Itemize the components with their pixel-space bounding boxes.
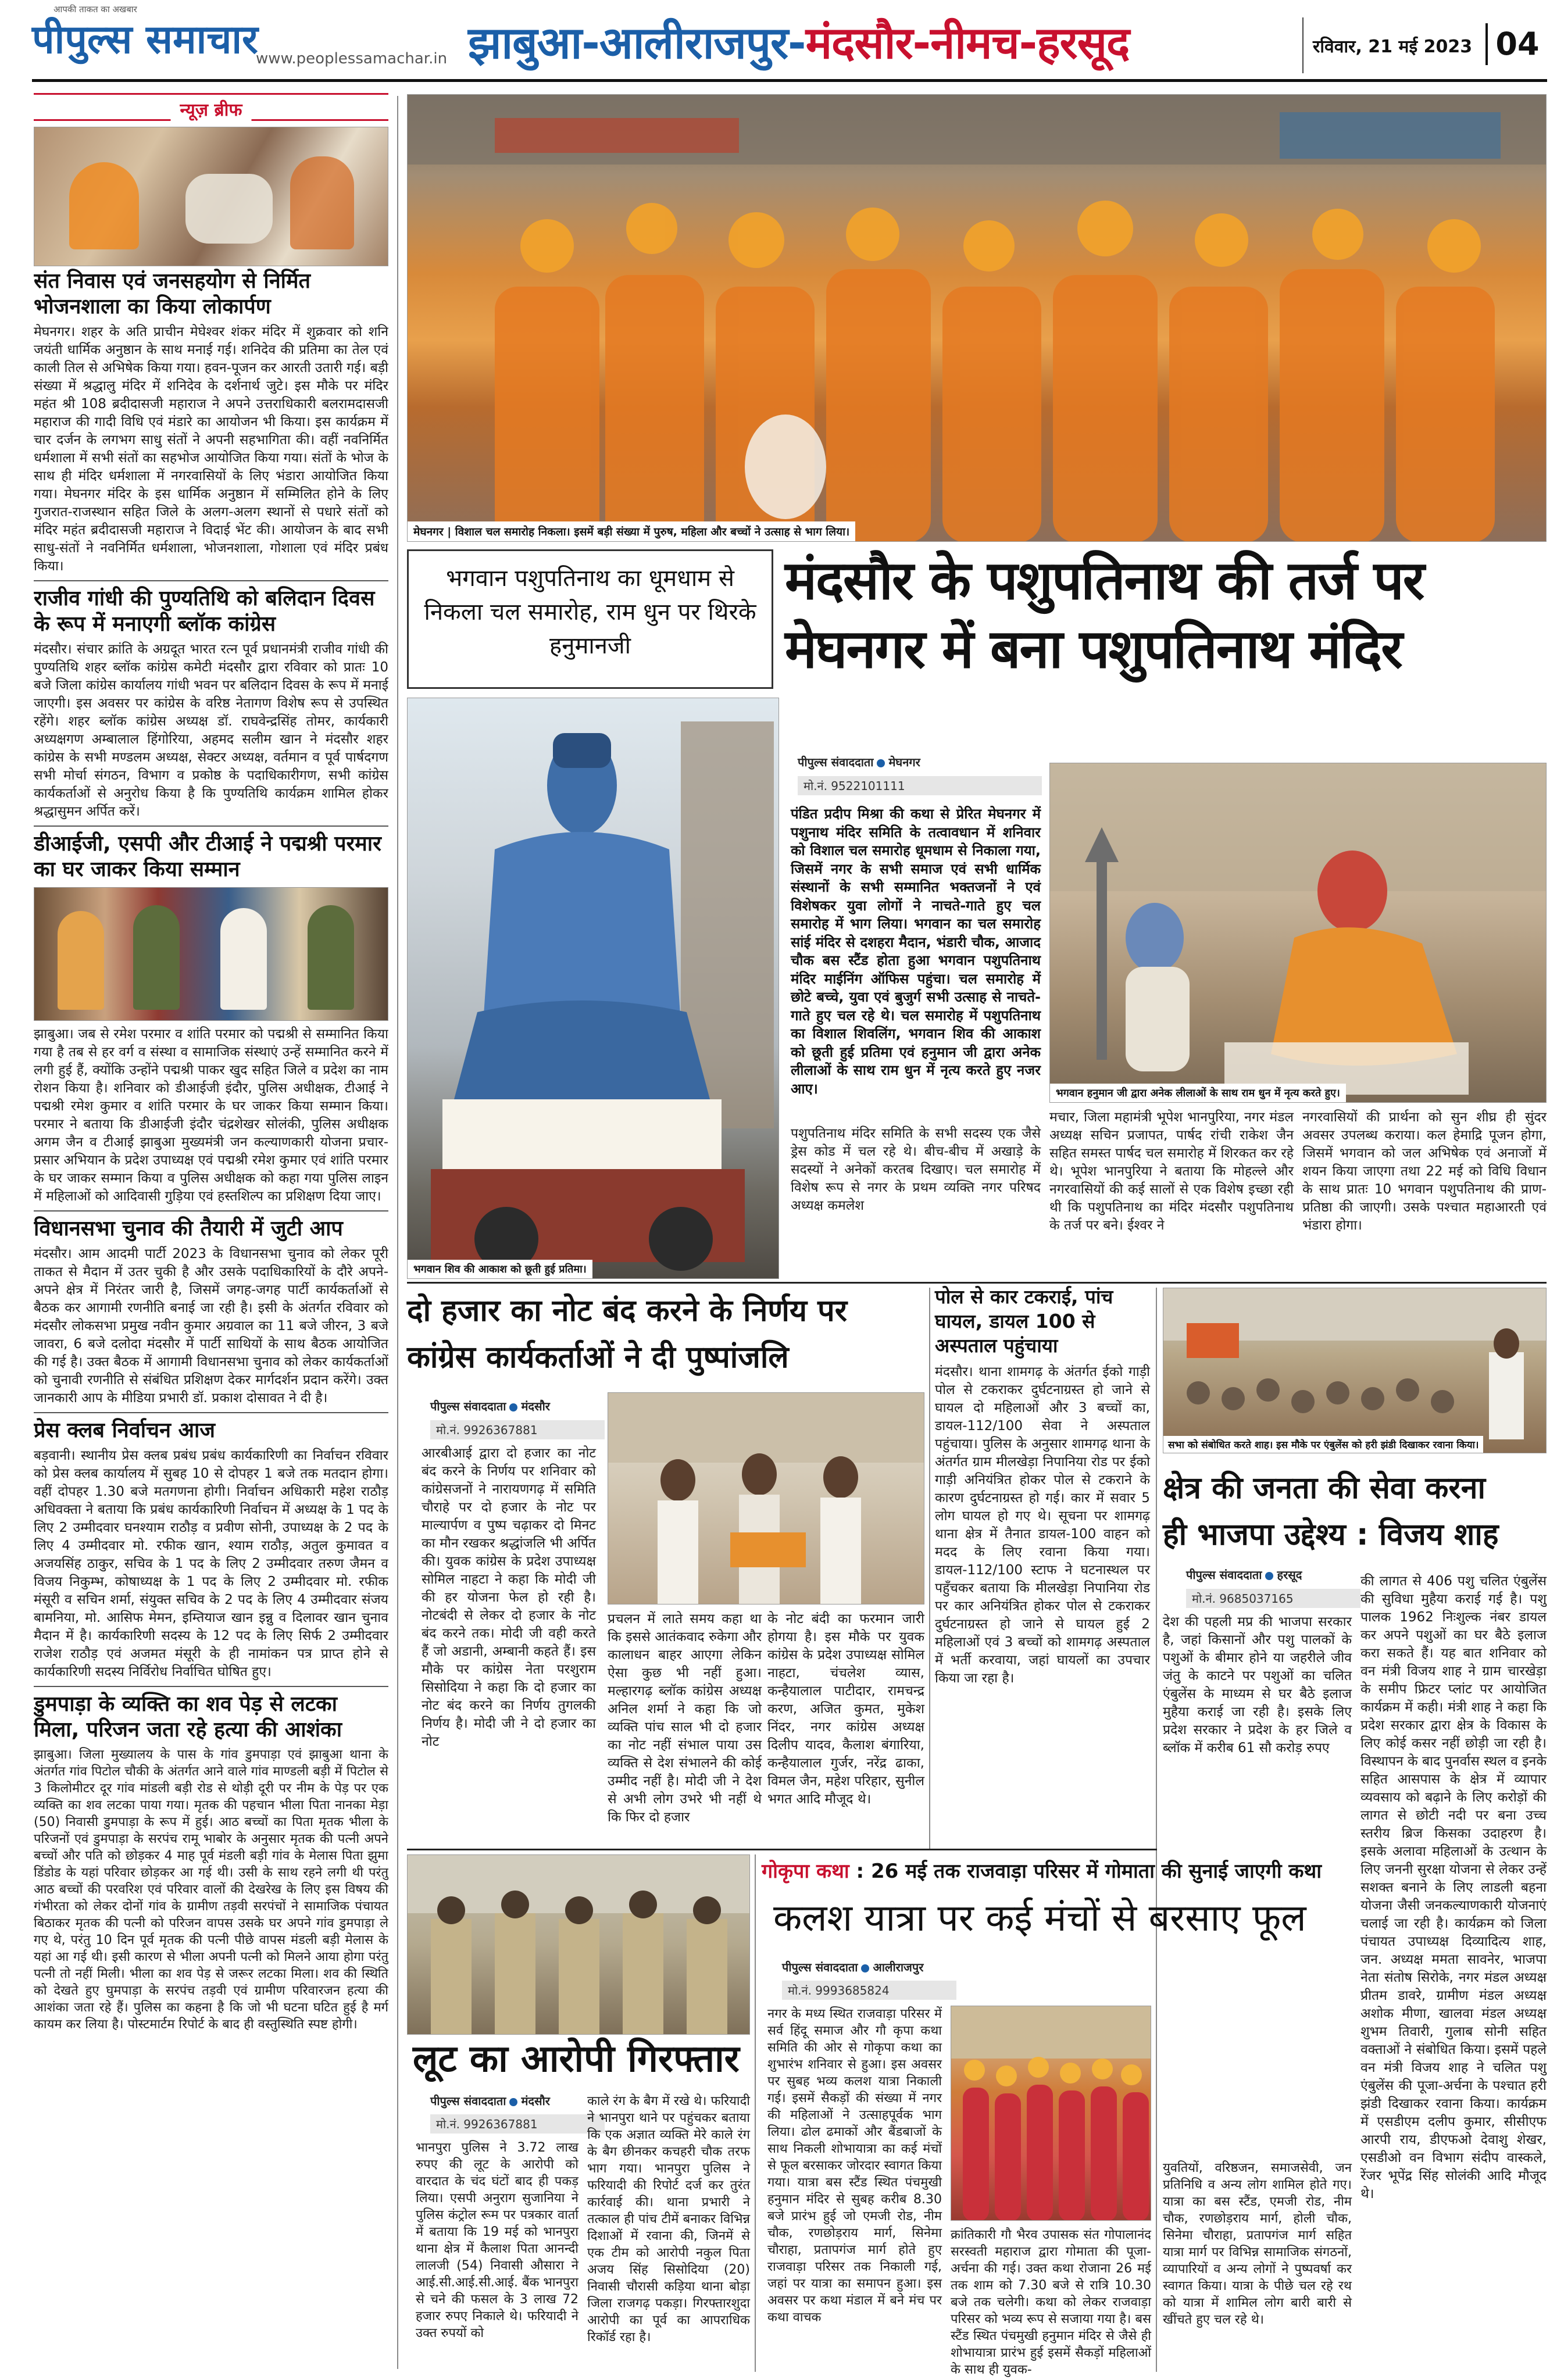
shiva-statue-photo xyxy=(407,698,779,1279)
masthead-divider xyxy=(1302,17,1304,73)
kalash-yatra-photo xyxy=(951,2006,1151,2221)
lead-byline-text: पीपुल्स संवाददाता xyxy=(798,755,874,769)
brief-separator xyxy=(34,826,388,827)
brief-separator xyxy=(34,580,388,581)
bjp-rally-illustration xyxy=(1163,1288,1547,1453)
kalash-kicker-text: : 26 मई तक राजवाड़ा परिसर में गोमाता की सुनाई जाएगी कथा xyxy=(849,1860,1322,1883)
congress-headline-line1: दो हजार का नोट बंद करने के निर्णय पर xyxy=(407,1293,847,1328)
bjp-headline-line2: ही भाजपा उद्देश्य : विजय शाह xyxy=(1163,1517,1499,1552)
congress-byline xyxy=(430,1398,550,1414)
arrest-mobile: मो.नं. 9926367881 xyxy=(430,2114,605,2134)
byline-dot-icon xyxy=(877,759,885,767)
brief-body: मेघनगर। शहर के अति प्राचीन मेघेश्वर शंकर मंदिर में शुक्रवार को शनि जयंती धार्मिक अनुष्ठान के साथ मनाई गई। शनिदेव की प्रतिमा का तेल एवं काली तिल से अभिषेक किया गया। हवन-पूजन कर आरती उतारी गई। बड़ी संख्या में श्रद्धालु मंदिर में शनिदेव के दर्शनार्थ जुटे। इस मौके पर मंदिर महंत श्री 108 ब्रदीदासजी महाराज ने अपने उत्तराधिकारी बलरामदासजी महाराज की गादी विधि एवं मंडारे का आयोजन भी किया। इस कार्यक्रम में चार दर्जन के लगभग साधु संतों ने अपनी सहभागिता की। वहीं नवनिर्मित धर्मशाला में सभी संतों का सहभोज आयोजित किया गया। संतों के भोज के साथ ही मंदिर धर्मशाला में नगरवासियों के लिए भंडारा आयोजित किया गया। मेघनगर मंदिर के इस धार्मिक अनुष्ठान में सम्मिलित होने के लिए गुजरात-राजस्थान सहित जिले के अलग-अलग स्थानों से पधारे संतों को मंदिर महंत ब्रदीदासजी महाराज ने विदाई भेंट की। आयोजन के बाद सभी साधु-संतों ने नवनिर्मित धर्मशाला, भोजनशाला, गोशाला एवं मंदिर प्रबंध किया। xyxy=(34,324,388,574)
brief-item-1 xyxy=(34,269,388,576)
congress-photo xyxy=(608,1392,924,1604)
photo-figure xyxy=(308,905,354,1010)
photo-figure xyxy=(185,174,273,244)
brief-body: मंदसौर। आम आदमी पार्टी 2023 के विधानसभा चुनाव को लेकर पूरी ताकत से मैदान में उतर चुकी है और उसके पदाधिकारियों के दौरे अपने-अपने क्षेत्र में निरंतर जारी है, जिसमें जगह-जगह पार्टी कार्यकर्ताओं से बैठक कर आगामी रणनीति बनाई जा रही है। इसी के अंतर्गत रविवार को मंदसौर लोकसभा प्रमुख नवीन कुमार अग्रवाल का 11 बजे जीरन, 3 बजे जावरा, 6 बजे दलोदा मंदसौर में पार्टी साथियों के साथ बैठक आयोजित की गई है। उक्त बैठक में आगामी विधानसभा चुनाव को लेकर कार्यकर्ताओं को चुनावी रणनीति से संबंधित प्रशिक्षण देकर मार्गदर्शन प्रदान करेंगे। उक्त जानकारी आप के मीडिया प्रभारी डॉ. प्रकाश दोसावत ने दी है। xyxy=(34,1246,388,1406)
lead-body-col1: पशुपतिनाथ मंदिर समिति के सभी सदस्य एक जैसे ड्रेस कोड में चल रहे थे। बीच-बीच में अखाड़े के सदस्यों ने अनेकों करतब दिखाए। चल समारोह में विशेष रूप से नगर के प्रथम व्यक्ति नगर परिषद अध्यक्ष कमलेश xyxy=(791,1126,1041,1213)
congress-byline-place: मंदसौर xyxy=(521,1399,550,1413)
column-divider xyxy=(755,1854,756,2372)
photo-figure xyxy=(69,162,139,249)
accident-headline: पोल से कार टकराई, पांच घायल, डायल 100 से अस्पताल पहुंचाया xyxy=(935,1285,1113,1357)
bjp-col1: देश की पहली मप्र की भाजपा सरकार है, जहां किसानों और पशु पालकों के पशुओं के बीमार होने या जहरीले जीव जंतु के काटने पर पशुओं का चलित एंबुलेंस के माध्यम से घर बैठे इलाज मुहैया कराई जा रही है। इसके लिए प्रदेश सरकार ने प्रदेश के हर जिले व ब्लॉक में करीब 61 सौ करोड़ रुपए xyxy=(1163,1614,1352,1756)
website-link[interactable]: www.peoplessamachar.in xyxy=(256,50,448,67)
brief-body: झाबुआ। जिला मुख्यालय के पास के गांव डुमपाड़ा एवं झाबुआ थाना के अंतर्गत गांव पिटोल चौकी के अंतर्गत आने वाले गांव माण्डली बड़ी में पिटोल से 3 किलोमीटर दूर गांव मांडली बड़ी रोड से थोड़ी दूरी पर नीम के पेड़ पर एक व्यक्ति का शव लटका पाया गया। मृतक की पहचान भीला पिता नानका मेड़ा (50) निवासी डुमपाड़ा के रूप में हुई। आठ बच्चों का पिता मृतक भीला के परिजनों एवं डुमपाड़ा के सरपंच रामू भाबोर के अनुसार मृतक की पत्नी अपने बच्चों और पति को छोड़कर 4 माह पूर्व मंडली बड़ी गांव के मेलास पिता झुमा डिंडोड के यहां परिवार छोड़कर आ गई थी। उसी के साथ रहने लगी थी परंतु आठ बच्चों की परवरिश एवं परिवार वालों की देखरेख के लिए इस विषय की गंभीरता को लेकर दोनों गांव के ग्रामीण तड़वी सरपंचों ने सामाजिक पंचायत बिठाकर मृतक की पत्नी को परिजन वापस उसके घर अपने गांव डुमपाड़ा ले गए थे, परंतु 10 दिन पूर्व मृतक की पत्नी पीछे वापस मंडली बड़ी मेलास के यहां आ गई थी। इसी कारण से भीला अपनी पत्नी को मिलने आया होगा परंतु पत्नी तो नहीं मिली। भीला का शव पेड़ से जरूर लटका मिला। शव की स्थिति को देखते हुए घुमपाड़ा के सरपंच तड़वी एवं ग्रामीण परिवारजन हत्या की आशंका जता रहे हैं। पुलिस का कहना है कि जो भी घटना घटित हुई है मर्ग कायम कर लिया है। पोस्टमार्टम रिपोर्ट के बाद ही वस्तुस्थिति स्पष्ट होगी। xyxy=(34,1748,388,2032)
brief-item-3 xyxy=(34,831,388,1206)
brief-separator xyxy=(34,1686,388,1687)
arrest-byline-place: मंदसौर xyxy=(521,2094,550,2108)
lead-headline-line1: मंदसौर के पशुपतिनाथ की तर्ज पर xyxy=(785,549,1424,612)
brief-headline: डीआईजी, एसपी और टीआई ने पद्मश्री परमार का घर जाकर किया सम्मान xyxy=(34,832,381,881)
bjp-headline xyxy=(1163,1465,1547,1558)
hanuman-photo-caption: भगवान हनुमान जी द्वारा अनेक लीलाओं के साथ राम धुन में नृत्य करते हुए। xyxy=(1050,1084,1346,1102)
hanuman-performance-photo xyxy=(1049,763,1547,1103)
congress-col1: आरबीआई द्वारा दो हजार का नोट बंद करने के निर्णय पर शनिवार को कांग्रेसजनों ने नारायणगढ़ में समिति चौराहे पर दो हजार के नोट पर माल्यार्पण व पुष्प चढ़ाकर दो मिनट का मौन रखकर श्रद्धांजलि भी अर्पित की। युवक कांग्रेस के प्रदेश उपाध्यक्ष सोमिल नाहटा ने कहा कि मोदी जी की हर योजना फेल हो रही है। नोटबंदी से लेकर दो हजार के नोट बंद करने तक। मोदी जी वही करते हैं जो अडानी, अम्बानी कहते हैं। इस मौके पर कांग्रेस नेता परशुराम सिसोदिया ने कहा कि दो हजार का नोट बंद करने का निर्णय तुगलकी निर्णय है। मोदी जी ने दो हजार का नोट xyxy=(422,1446,596,1749)
byline-dot-icon xyxy=(509,1403,517,1411)
kalash-byline xyxy=(782,1959,923,1975)
brief-headline: संत निवास एवं जनसहयोग से निर्मित भोजनशाला का किया लोकार्पण xyxy=(34,269,311,319)
kalash-col1: नगर के मध्य स्थित राजवाड़ा परिसर में सर्व हिंदू समाज और गौ कृपा कथा समिति की ओर से गोकृपा कथा का शुभारंभ शनिवार से हुआ। इस अवसर पर सुबह भव्य कलश यात्रा निकाली गई। इसमें सैकड़ों की संख्या में नगर की महिलाओं ने उत्साहपूर्वक भाग लिया। ढोल ढमाकों और बैंडबाजों के साथ निकली शोभायात्रा का कई मंचों से फूल बरसाकर जोरदार स्वागत किया गया। यात्रा बस स्टैंड स्थित पंचमुखी हनुमान मंदिर से सुबह करीब 8.30 बजे प्रारंभ हुई जो एमजी रोड, नीम चौक, रणछोड़राय मार्ग, सिनेमा चौराहा, प्रतापगंज मार्ग होते हुए राजवाड़ा परिसर तक निकाली गई, जहां पर यात्रा का समापन हुआ। इस अवसर पर कथा मंडाल में बने मंच पर कथा वाचक xyxy=(767,2007,942,2325)
congress-headline xyxy=(407,1288,924,1381)
lead-byline-place: मेघनगर xyxy=(888,755,920,769)
lead-kicker: भगवान पशुपतिनाथ का धूमधाम से निकला चल समारोह, राम धुन पर थिरके हनुमानजी xyxy=(424,565,756,659)
brief-body: मंदसौर। संचार क्रांति के अग्रदूत भारत रत्न पूर्व प्रधानमंत्री राजीव गांधी की पुण्यतिथि शहर ब्लॉक कांग्रेस कमेटी मंदसौर द्वारा रविवार को प्रातः 10 बजे जिला कांग्रेस कार्यालय गांधी भवन पर बलिदान दिवस के रूप में मनाई जाएगी। इस अवसर पर कांग्रेस के वरिष्ठ नेतागण विशेष रूप से उपस्थित रहेंगे। शहर ब्लॉक कांग्रेस अध्यक्ष डॉ. राघवेन्द्रसिंह तोमर, कार्यकारी अध्यक्षगण अम्बालाल हिंगोरिया, अहमद सलीम खान ने मंदसौर शहर कांग्रेस के सभी मण्डलम अध्यक्ष, सेक्टर अध्यक्ष, वर्तमान व पूर्व पार्षदगण सभी मोर्चा संगठन, विभाग व प्रकोष्ठ के पदाधिकारीगण, सभी कांग्रेस कार्यकर्ताओं से अनुरोध किया है कि पुण्यतिथि कार्यक्रम शामिल होकर श्रद्धासुमन अर्पित करें। xyxy=(34,642,388,819)
brief-item-4 xyxy=(34,1216,388,1407)
logo-text: पीपुल्स समाचार xyxy=(32,16,258,63)
brief-photo-felicitation xyxy=(34,887,388,1021)
photo-figure xyxy=(58,911,104,1010)
brief-headline: प्रेस क्लब निर्वाचन आज xyxy=(34,1418,215,1442)
column-divider xyxy=(929,1288,930,1849)
kalash-byline-text: पीपुल्स संवाददाता xyxy=(782,1960,858,1974)
congress-headline-line2: कांग्रेस कार्यकर्ताओं ने दी पुष्पांजलि xyxy=(407,1340,789,1375)
bjp-byline-text: पीपुल्स संवाददाता xyxy=(1186,1568,1262,1582)
section-rule xyxy=(407,1282,1547,1284)
arrest-byline xyxy=(430,2093,550,2109)
lead-kicker-box xyxy=(407,549,773,689)
arrest-col1: भानपुरा पुलिस ने 3.72 लाख रुपए की लूट के आरोपी को वारदात के चंद घंटों बाद ही पकड़ लिया। एसपी अनुराग सुजानिया ने पुलिस कंट्रोल रूम पर पत्रकार वार्ता में बताया कि 19 मई को भानपुरा थाना क्षेत्र में कैलाश पिता आनन्दी लालजी (54) निवासी औसारा ने आई.सी.आई.सी.आई. बैंक भानपुरा से चने की फसल के 3 लाख 72 हजार रुपए निकाले थे। फरियादी ने उक्त रुपयों को xyxy=(416,2140,578,2340)
hanuman-illustration xyxy=(1050,763,1547,1103)
arrest-headline: लूट का आरोपी गिरफ्तार xyxy=(413,2038,740,2081)
police-arrest-photo xyxy=(407,1854,750,2035)
kalash-byline-place: आलीराजपुर xyxy=(873,1960,924,1974)
lead-byline xyxy=(798,754,920,770)
kalash-headline: कलश यात्रा पर कई मंचों से बरसाए फूल xyxy=(773,1897,1306,1940)
brief-body: बड़वानी। स्थानीय प्रेस क्लब प्रबंध प्रबंध कार्यकारिणी का निर्वाचन रविवार को प्रेस क्लब कार्यालय में सुबह 10 से दोपहर 1 बजे तक मतदान होगा। वहीं दोपहर 1.30 बजे मतगणना होगी। निर्वाचन अधिकारी महेश राठौड़ अधिवक्ता ने बताया कि प्रबंध कार्यकारिणी निर्वाचन में अध्यक्ष के 1 पद के लिए 2 उम्मीदवार घनश्याम राठौड़ व प्रवीण सोनी, उपाध्यक्ष के 2 पद के लिए 4 उम्मीदवार मो. रफीक खान, श्याम राठौड़, अतुल कुमावत व अजयसिंह ठाकुर, सचिव के 1 पद के लिए 2 उम्मीदवार तरुण जैमन व विजय निकुम्भ, कोषाध्यक्ष के 1 पद के लिए 2 उम्मीदवार मो. रफीक मंसूरी व सचिन शर्मा, संयुक्त सचिव के 2 पद के लिए 4 उम्मीदवार संजय बामनिया, मो. आसिफ मेमन, इम्तियाज खान इन्नु व दिलावर खान चुनाव मैदान में है। कार्यकारिणी सदस्य के 12 पद के लिए सिर्फ 2 उम्मीदवार राजेश राठौड़ एवं अजमत मंसूरी के ही नामांकन पत्र प्राप्त होने से कार्यकारिणी सदस्य निर्विरोध निर्वाचित घोषित हुए। xyxy=(34,1448,388,1679)
region-title-part1: झाबुआ-आलीराजपुर- xyxy=(468,17,806,69)
byline-dot-icon xyxy=(861,1964,869,1972)
brief-photo-saints xyxy=(34,127,388,266)
column-divider xyxy=(1156,1288,1157,2372)
police-photo-illustration xyxy=(408,1855,750,2035)
kalash-photo-caption: क्रांतिकारी गौ भैरव उपासक संत गोपालानंद सरस्वती महाराज द्वारा गोमाता की पूजा-अर्चना की गई। उक्त कथा रोजाना 26 मई तक शाम को 7.30 बजे से रात्रि 10.30 बजे तक चलेगी। कथा को लेकर राजवाड़ा परिसर को भव्य रूप से सजाया गया है। बस स्टैंड स्थित पंचमुखी हनुमान मंदिर से जैसे ही शोभायात्रा प्रारंभ हुई इसमें सैकड़ों महिलाओं के साथ ही युवक- xyxy=(951,2228,1151,2377)
logo-tagline: आपकी ताकत का अखबार xyxy=(53,4,137,15)
procession-photo xyxy=(407,94,1547,542)
byline-dot-icon xyxy=(509,2098,517,2106)
congress-col2: प्रचलन में लाते समय कहा था कि इससे आतंकवाद रुकेगा और कालाधन बाहर आएगा लेकिन ऐसा कुछ भी नहीं हुआ। मल्हारगढ़ ब्लॉक कांग्रेस अध्यक्ष अनिल शर्मा ने कहा कि जो व्यक्ति पांच साल भी दो हजार का नोट नहीं संभाल पाया उस व्यक्ति से देश संभालने की कोई उम्मीद नहीं है। मोदी जी ने देश से अभी लोग उभरे भी नहीं थे कि फिर दो हजार xyxy=(608,1611,762,1825)
lead-body-col2: मचार, जिला महामंत्री भूपेश भानपुरिया, नगर मंडल अध्यक्ष सचिन प्रजापत, पार्षद रांची राकेश जैन सहित समस्त पार्षद चल समारोह में शिरकत कर रहे थे। भूपेश भानपुरिया ने बताया कि मोहल्ले और नगरवासियों की कई सालों से एक विशेष इच्छा रही थी कि पशुपतिनाथ का मंदिर मंदसौर पशुपतिनाथ के तर्ज पर बने। ईश्वर ने xyxy=(1049,1110,1294,1233)
lead-headline xyxy=(785,546,1547,684)
kalash-kicker xyxy=(762,1857,1322,1885)
photo-figure xyxy=(290,156,354,249)
brief-headline: विधानसभा चुनाव की तैयारी में जुटी आप xyxy=(34,1217,343,1241)
brief-headline: राजीव गांधी की पुण्यतिथि को बलिदान दिवस के रूप में मनाएगी ब्लॉक कांग्रेस xyxy=(34,587,375,636)
photo-figure xyxy=(133,905,180,1010)
brief-separator xyxy=(34,1412,388,1413)
masthead xyxy=(0,0,1557,87)
brief-item-2 xyxy=(34,586,388,821)
region-title-part2: मंदसौर-नीमच-हरसूद xyxy=(805,17,1130,69)
procession-photo-caption: मेघनगर | विशाल चल समारोह निकला। इसमें बड़ी संख्या में पुरुष, महिला और बच्चों ने उत्साह से भाग लिया। xyxy=(408,521,855,541)
bjp-rally-photo xyxy=(1163,1288,1547,1453)
brief-headline: डुमपाड़ा के व्यक्ति का शव पेड़ से लटका मिला, परिजन जता रहे हत्या की आशंका xyxy=(34,1692,342,1742)
shiva-photo-caption: भगवान शिव की आकाश को छूती हुई प्रतिमा। xyxy=(408,1260,592,1278)
bjp-col2: की लागत से 406 पशु चलित एंबुलेंस की सुविधा मुहैया कराई गई है। पशु पालक 1962 निःशुल्क नंबर डायल कर अपने पशुओं का घर बैठे इलाज करा सकते हैं। यह बात शनिवार को वन मंत्री विजय शाह ने ग्राम चारखेड़ा के समीप फ्रिटर प्लांट पर आयोजित कार्यक्रम में कही। मंत्री शाह ने कहा कि प्रदेश सरकार द्वारा क्षेत्र के विकास के लिए कोई कसर नहीं छोड़ी जा रही है। विस्थापन के बाद पुनर्वास स्थल व इनके सहित आसपास के क्षेत्र में व्यापार व्यवसाय को बढ़ाने के लिए करोड़ों की लागत से छोटी नदी पर बना उच्च स्तरीय ब्रिज किसका उदाहरण है। इसके अलावा महिलाओं के उत्थान के लिए जननी सुरक्षा योजना से लेकर उन्हें सशक्त बनाने के लिए लाडली बहना योजना जैसी जनकल्याणकारी योजनाएं चलाई जा रही है। कार्यक्रम को जिला पंचायत उपाध्यक्ष दिव्यादित्य शाह, जन. अध्यक्ष ममता सावनेर, भाजपा नेता संतोष सिरोके, नगर मंडल अध्यक्ष प्रीतम डावरे, ग्रामीण मंडल अध्यक्ष अशोक मीणा, खालवा मंडल अध्यक्ष शुभम तिवारी, गुलाब सोनी सहित वक्ताओं ने संबोधित किया। इसमें पहले वन मंत्री विजय शाह ने चलित पशु एंबुलेंस की पूजा-अर्चना के पश्चात हरी झंडी दिखाकर रवाना किया। कार्यक्रम में एसडीएम दलीप कुमार, सीसीएफ आरपी राय, डीएफओ देवाशु शेखर, एसडीओ वन विभाग संदीप वास्कले, रेंजर भूपेंद्र सिंह सोलंकी आदि मौजूद थे। xyxy=(1360,1574,1547,2202)
brief-header xyxy=(34,93,388,121)
arrest-col2: काले रंग के बैग में रखे थे। फरियादी ने भानपुरा थाने पर पहुंचकर बताया कि एक अज्ञात व्यक्ति मेरे काले रंग के बैग छीनकर कचहरी चौक तरफ भाग गया। भानपुरा पुलिस ने फरियादी की रिपोर्ट दर्ज कर तुरंत कार्रवाई की। थाना प्रभारी ने तत्काल ही पांच टीमें बनाकर विभिन्न दिशाओं में रवाना की, जिनमें से एक टीम को आरोपी नकुल पिता अजय सिंह सिसोदिया (20) निवासी चौरासी कड़िया थाना बोड़ा जिला राजगढ़ पकड़ा। गिरफ्तारशुदा आरोपी का पूर्व का आपराधिक रिकॉर्ड रहा है। xyxy=(587,2094,750,2345)
left-column-divider xyxy=(397,96,398,2369)
arrest-byline-text: पीपुल्स संवाददाता xyxy=(430,2094,506,2108)
byline-dot-icon xyxy=(1265,1572,1273,1580)
congress-mobile: मो.नं. 9926367881 xyxy=(430,1420,605,1439)
congress-byline-text: पीपुल्स संवाददाता xyxy=(430,1399,506,1413)
bjp-photo-caption: सभा को संबोधित करते शाह। इस मौके पर एंबुलेंस को हरी झंडी दिखाकर रवाना किया। xyxy=(1163,1436,1483,1453)
bjp-headline-line1: क्षेत्र की जनता की सेवा करना xyxy=(1163,1471,1485,1506)
congress-col3: के नोट बंदी का फरमान जारी होगया है। इस मौके पर युवक कांग्रेस के प्रदेश उपाध्यक्ष सोमिल नाहटा, चंचलेश व्यास, कन्हैयालाल पाटीदार, रामचन्द्र करण, अजित कुमत, मुकेश निंदर, नगर कांग्रेस अध्यक्ष दिलीप यादव, कैलाश बंगारिया, कन्हैयालाल गुर्जर, नरेंद्र ढाका, विमल जैन, महेश परिहार, सुनील भगत आदि मौजूद थे। xyxy=(767,1611,924,1807)
lead-mobile: मो.नं. 9522101111 xyxy=(798,776,1042,795)
kalash-col3: युवतियों, वरिष्ठजन, समाजसेवी, जन प्रतिनिधि व अन्य लोग शामिल होते गए। यात्रा का बस स्टैंड, एमजी रोड, नीम चौक, रणछोड़राय मार्ग, होली चौक, सिनेमा चौराहा, प्रतापगंज मार्ग सहित यात्रा मार्ग पर विभिन्न सामाजिक संगठनों, व्यापारियों व अन्य लोगों ने पुष्पवर्षा कर स्वागत किया। यात्रा के पीछे चल रहे रथ को यात्रा में शामिल लोग बारी बारी से खींचते हुए चल रहे थे। xyxy=(1163,2161,1352,2327)
photo-figure xyxy=(220,908,267,1010)
procession-crowd-illustration xyxy=(408,95,1547,542)
bjp-byline xyxy=(1186,1567,1302,1582)
kalash-photo-illustration xyxy=(951,2006,1151,2221)
bjp-byline-place: हरसूद xyxy=(1277,1568,1302,1582)
issue-date: रविवार, 21 मई 2023 xyxy=(1313,37,1473,57)
brief-body: झाबुआ। जब से रमेश परमार व शांति परमार को पद्मश्री से सम्मानित किया गया है तब से हर वर्ग व संस्था व सामाजिक संस्थाएं उन्हें सम्मानित करने में लगी हुई हैं, क्योंकि उन्होंने पद्मश्री पाकर खुद सहित जिले व प्रदेश का नाम रोशन किया है। शनिवार को डीआईजी इंदौर, पुलिस अधीक्षक, टीआई ने पद्मश्री रमेश कुमार व शांति परमार के घर जाकर किया सम्मान किया। परमार ने बताया कि डीआईजी इंदौर चंद्रशेखर सोलंकी, पुलिस अधीक्षक अगम जैन व टीआई झाबुआ मुख्यमंत्री जन कल्याणकारी योजना प्रचार-प्रसार अभियान के प्रदेश उपाध्यक्ष एवं पद्मश्री रमेश कुमार एवं शांति परमार के घर जाकर सम्मान किया व पुलिस अधीक्षक को कहा गया पुलिस लाइन में महिलाओं को आदिवासी गुड़िया एवं हस्तशिल्प का प्रशिक्षण दिया जाए। xyxy=(34,1027,388,1204)
lead-intro: पंडित प्रदीप मिश्रा की कथा से प्रेरित मेघनगर में पशुनाथ मंदिर समिति के तत्वावधान में शनिवार को विशाल चल समारोह धूमधाम से निकाला गया, जिसमें नगर के सभी समाज एवं सभी धार्मिक संस्थानों के सभी सम्मानित भक्तजनों ने एवं विशेषकर युवा लोगों ने नाचते-गाते हुए चल समारोह में भाग लिया। भगवान का चल समारोह सांई मंदिर से दशहरा मैदान, भंडारी चौक, आजाद चौक बस स्टैंड होता हुआ भगवान पशुपतिनाथ मंदिर माईनिंग ऑफिस पहुंचा। चल समारोह में छोटे बच्चे, युवा एवं बुजुर्ग सभी उत्साह से नाचते-गाते हुए चल रहे थे। चल समारोह में पशुपतिनाथ का विशाल शिवलिंग, भगवान शिव की आकाश को छूती हुई प्रतिमा एवं हनुमान जी द्वारा अनेक लीलाओं के साथ राम धुन में नृत्य करते हुए नजर आए। xyxy=(791,806,1041,1097)
shiva-statue-illustration xyxy=(408,698,779,1279)
brief-item-6 xyxy=(34,1692,388,2033)
region-title xyxy=(468,16,1129,70)
section-rule xyxy=(407,1849,1157,1850)
lead-body-col3: नगरवासियों की प्रार्थना को सुन शीघ्र ही सुंदर अवसर उपलब्ध कराया। कल हेमाद्रि पूजन होगा, जिसमें भगवान को जल अभिषेक एवं अनाजों में शयन किया जाएगा तथा 22 मई को विधि विधान के साथ प्रातः 10 भगवान पशुपतिनाथ की प्राण-प्रतिष्ठा की जाएगी। उसके पश्चात महाआरती एवं भंडारा होगा। xyxy=(1302,1110,1547,1233)
brief-tag: न्यूज़ ब्रीफ xyxy=(171,97,252,121)
bjp-mobile: मो.नं. 9685037165 xyxy=(1186,1589,1360,1608)
brief-separator xyxy=(34,1210,388,1212)
congress-photo-illustration xyxy=(608,1393,924,1604)
kalash-mobile: मो.नं. 9993685824 xyxy=(782,1981,956,2000)
news-brief-column xyxy=(34,93,388,2372)
masthead-logo[interactable] xyxy=(32,16,258,63)
kalash-kicker-label: गोकृपा कथा xyxy=(762,1860,849,1883)
accident-body: मंदसौर। थाना शामगढ़ के अंतर्गत ईको गाड़ी पोल से टकराकर दुर्घटनाग्रस्त हो जाने से घायल दो महिलाओं और 3 बच्चों का, डायल-112/100 सेवा ने अस्पताल पहुंचाया। पुलिस के अनुसार शामगढ़ थाना के अंतर्गत ग्राम मीलखेड़ा निपानिया रोड पर ईको गाड़ी अनियंत्रित होकर पोल से टकराने के कारण दुर्घटनाग्रस्त हो गई। कार में सवार 5 लोग घायल हो गए थे। सूचना पर शामगढ़ थाना क्षेत्र में तैनात डायल-100 वाहन को मदद के लिए रवाना किया गया। डायल-112/100 स्टाफ ने घटनास्थल पर पहुँचकर बताया कि मीलखेड़ा निपानिया रोड पर कार अनियंत्रित होकर पोल से टकराकर दुर्घटनाग्रस्त हो जाने से घायल हुई 2 महिलाओं एवं 3 बच्चों को शामगढ़ अस्पताल में भर्ती करवाया, जहां घायलों का उपचार किया जा रहा है। xyxy=(935,1364,1150,1686)
page-number: 04 xyxy=(1485,23,1547,65)
lead-headline-line2: मेघनगर में बना पशुपतिनाथ मंदिर xyxy=(785,618,1402,680)
masthead-rule xyxy=(32,79,1547,82)
brief-item-5 xyxy=(34,1418,388,1681)
